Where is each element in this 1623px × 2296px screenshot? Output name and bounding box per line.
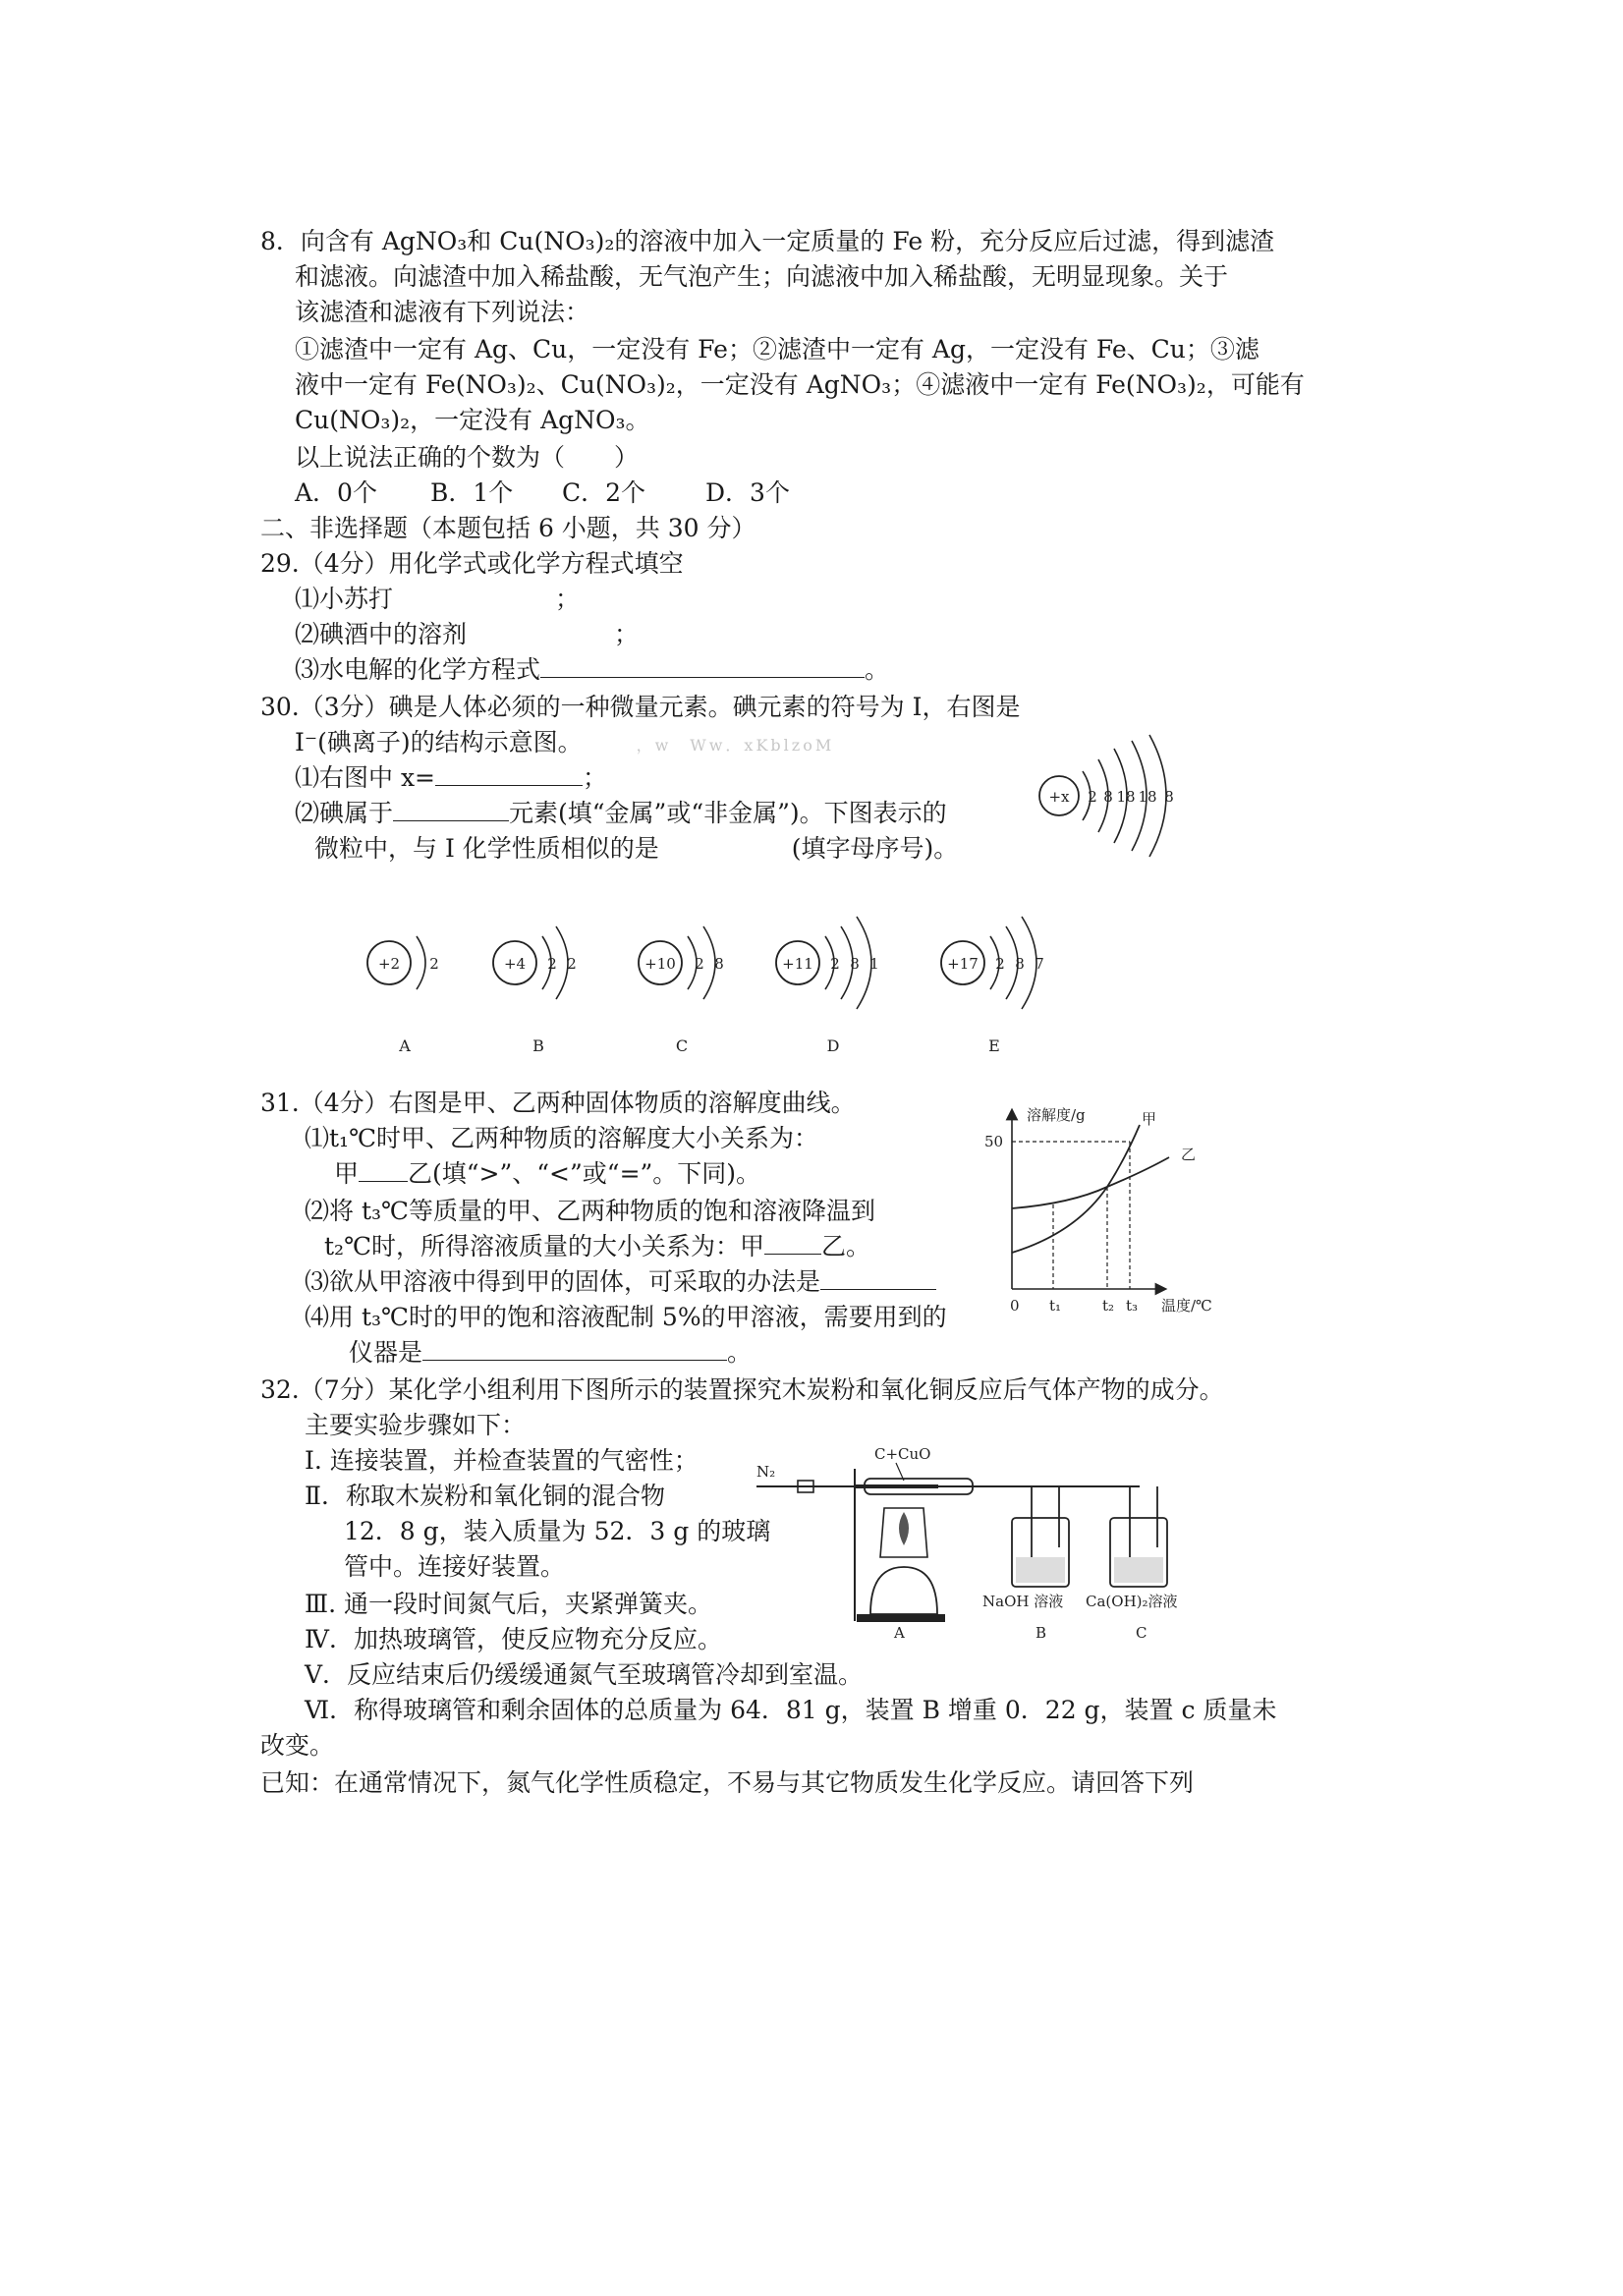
stand-base — [857, 1614, 945, 1622]
svg-text:8: 8 — [714, 955, 724, 973]
q30-line-4: ⑵碘属于 元素(填“金属”或“非金属”)。下图表示的 — [295, 799, 947, 827]
svg-text:2: 2 — [429, 955, 439, 973]
q30-element-blank[interactable] — [393, 799, 509, 821]
atom-d — [776, 917, 879, 1055]
iodine-shell-3: 18 — [1116, 788, 1136, 806]
series-yi-label: 乙 — [1181, 1146, 1197, 1163]
q31-blank-1[interactable] — [359, 1159, 408, 1182]
svg-text:+17: +17 — [947, 955, 979, 973]
label-b: B — [1035, 1624, 1047, 1642]
q29-item-3: ⑶水电解的化学方程式 。 — [295, 655, 890, 684]
q32-step-6b: 改变。 — [260, 1731, 335, 1760]
tube-contents-label: C+CuO — [874, 1445, 931, 1463]
q31-blank-4[interactable] — [422, 1338, 727, 1361]
svg-text:+4: +4 — [503, 955, 527, 973]
q32-step-5: Ⅴ．反应结束后仍缓缓通氮气至玻璃管冷却到室温。 — [305, 1660, 864, 1689]
atom-e — [941, 917, 1044, 1055]
q32-step-4: Ⅳ．加热玻璃管，使反应物充分反应。 — [305, 1625, 722, 1653]
x-tick-t1: t₁ — [1049, 1297, 1062, 1315]
q30-line-2: I⁻(碘离子)的结构示意图。 ，w Ww．xKblzoM — [295, 728, 835, 756]
q31-line-7: ⑷用 t₃℃时的甲的饱和溶液配制 5%的甲溶液，需要用到的 — [305, 1303, 947, 1331]
atom-a — [367, 936, 439, 1055]
q8-line-3: 该滤渣和滤液有下列说法： — [295, 298, 590, 326]
origin-label: 0 — [1010, 1297, 1020, 1315]
q31-line-2: ⑴t₁℃时甲、乙两种物质的溶解度大小关系为： — [305, 1124, 819, 1152]
q31-line-8: 仪器是 。 — [349, 1338, 753, 1367]
iodine-ion-diagram — [1022, 727, 1199, 874]
iodine-shell-2: 8 — [1103, 788, 1113, 806]
curve-yi — [1012, 1157, 1169, 1208]
atom-diagrams — [354, 899, 1071, 1066]
svg-text:+2: +2 — [377, 955, 401, 973]
x-axis-label: 温度/℃ — [1161, 1297, 1212, 1315]
q32-line-1: 32.（7分）某化学小组利用下图所示的装置探究木炭粉和氧化铜反应后气体产物的成分。 — [260, 1375, 1224, 1404]
svg-text:7: 7 — [1035, 955, 1044, 973]
q30-line-1: 30.（3分）碘是人体必须的一种微量元素。碘元素的符号为 I，右图是 — [260, 693, 1021, 721]
y-tick-50: 50 — [984, 1133, 1004, 1150]
svg-text:2: 2 — [567, 955, 577, 973]
svg-text:1: 1 — [869, 955, 879, 973]
atom-d-label: D — [826, 1036, 840, 1055]
bottle-c-label: Ca(OH)₂溶液 — [1086, 1593, 1178, 1610]
atom-c — [639, 926, 724, 1055]
watermark: ，w Ww．xKblzoM — [636, 736, 835, 755]
q31-line-6: ⑶欲从甲溶液中得到甲的固体，可采取的办法是 — [305, 1264, 936, 1300]
iodine-shell-1: 2 — [1088, 788, 1097, 806]
q31-line-4: ⑵将 t₃℃等质量的甲、乙两种物质的饱和溶液降温到 — [305, 1197, 875, 1225]
curve-jia — [1012, 1125, 1140, 1253]
q32-step-6a: Ⅵ．称得玻璃管和剩余固体的总质量为 64．81 g，装置 B 增重 0．22 g，装置 c 质量未 — [305, 1696, 1277, 1724]
q8-line-5: 液中一定有 Fe(NO₃)₂、Cu(NO₃)₂，一定没有 AgNO₃；④滤液中一定有 Fe(NO₃)₂，可能有 — [295, 370, 1305, 399]
series-jia-label: 甲 — [1142, 1110, 1157, 1128]
svg-text:2: 2 — [830, 955, 840, 973]
svg-text:8: 8 — [1015, 955, 1025, 973]
y-axis-label: 溶解度/g — [1027, 1106, 1086, 1124]
q8-line-2: 和滤液。向滤渣中加入稀盐酸，无气泡产生；向滤液中加入稀盐酸，无明显现象。关于 — [295, 262, 1229, 291]
q32-step-2a: Ⅱ．称取木炭粉和氧化铜的混合物 — [305, 1482, 665, 1510]
atom-a-label: A — [399, 1036, 411, 1055]
label-a: A — [894, 1624, 905, 1642]
q29-title: 29.（4分）用化学式或化学方程式填空 — [260, 549, 684, 578]
iodine-shell-4: 18 — [1138, 788, 1157, 806]
q32-line-2: 主要实验步骤如下： — [305, 1411, 527, 1439]
solubility-chart — [973, 1100, 1213, 1321]
q8-option-c: C．2个 — [562, 478, 646, 507]
x-tick-t3: t₃ — [1126, 1297, 1139, 1315]
bottle-b-label: NaOH 溶液 — [982, 1593, 1064, 1610]
q30-line-5: 微粒中，与 I 化学性质相似的是 (填字母序号)。 — [314, 834, 959, 863]
svg-text:2: 2 — [995, 955, 1005, 973]
x-tick-t2: t₂ — [1102, 1297, 1115, 1315]
q32-step-2b: 12．8 g，装入质量为 52．3 g 的玻璃 — [344, 1517, 771, 1545]
q29-item-2: ⑵碘酒中的溶剂 ； — [295, 620, 640, 648]
q8-option-b: B．1个 — [430, 478, 514, 507]
n2-label: N₂ — [756, 1463, 776, 1481]
q8-line-1: 8．向含有 AgNO₃和 Cu(NO₃)₂的溶液中加入一定质量的 Fe 粉，充分反应后过滤，得到滤渣 — [260, 227, 1275, 255]
q8-line-7: 以上说法正确的个数为（ ） — [295, 443, 640, 472]
alcohol-lamp — [870, 1567, 937, 1614]
q31-blank-2[interactable] — [764, 1232, 821, 1255]
q31-line-5: t₂℃时，所得溶液质量的大小关系为：甲 乙。 — [324, 1232, 871, 1260]
q8-option-a: A．0个 — [295, 478, 377, 507]
label-c: C — [1136, 1624, 1147, 1642]
flame-icon — [899, 1512, 909, 1545]
atom-b — [493, 926, 577, 1055]
atom-b-label: B — [532, 1036, 544, 1055]
apparatus-diagram — [747, 1429, 1213, 1646]
q32-step-1: Ⅰ. 连接装置，并检查装置的气密性； — [305, 1446, 699, 1475]
q8-option-d: D．3个 — [705, 478, 790, 507]
svg-text:2: 2 — [695, 955, 704, 973]
q30-x-blank[interactable] — [435, 763, 583, 786]
q30-line-3: ⑴右图中 x= ； — [295, 763, 608, 792]
iodine-shell-5: 8 — [1164, 788, 1174, 806]
q31-blank-3[interactable] — [820, 1267, 936, 1290]
q29-answer-blank[interactable] — [540, 655, 865, 678]
svg-text:+10: +10 — [644, 955, 676, 973]
q32-step-3: Ⅲ. 通一段时间氮气后，夹紧弹簧夹。 — [305, 1590, 713, 1618]
section-2-heading: 二、非选择题（本题包括 6 小题，共 30 分） — [260, 514, 756, 542]
q32-step-2c: 管中。连接好装置。 — [344, 1552, 566, 1581]
iodine-nucleus-charge: +x — [1048, 788, 1070, 806]
svg-text:+11: +11 — [782, 955, 813, 973]
q8-line-6: Cu(NO₃)₂，一定没有 AgNO₃。 — [295, 406, 650, 434]
svg-text:2: 2 — [547, 955, 557, 973]
q31-line-1: 31.（4分）右图是甲、乙两种固体物质的溶解度曲线。 — [260, 1089, 856, 1117]
atom-e-label: E — [988, 1036, 1000, 1055]
q8-line-4: ①滤渣中一定有 Ag、Cu，一定没有 Fe；②滤渣中一定有 Ag，一定没有 Fe、Cu；③滤 — [295, 335, 1259, 364]
svg-text:8: 8 — [850, 955, 860, 973]
atom-c-label: C — [675, 1036, 689, 1055]
q29-item-1: ⑴小苏打 ； — [295, 585, 581, 613]
q32-known: 已知：在通常情况下，氮气化学性质稳定，不易与其它物质发生化学反应。请回答下列 — [260, 1768, 1195, 1797]
q31-line-3: 甲 乙(填“>”、“<”或“=”。下同)。 — [334, 1159, 761, 1188]
